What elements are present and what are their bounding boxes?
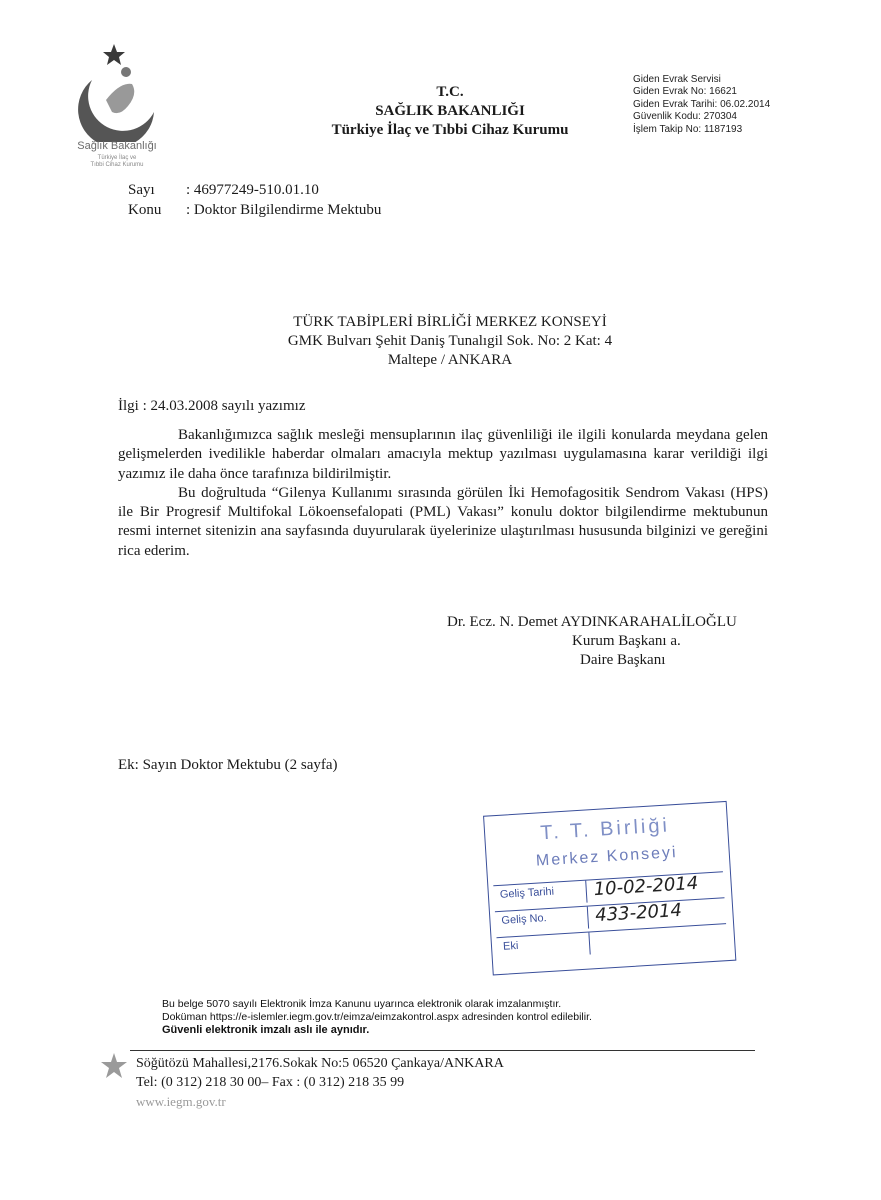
signature-block	[447, 613, 737, 670]
header-agency: Türkiye İlaç ve Tıbbi Cihaz Kurumu	[331, 122, 569, 138]
logo-sub-line2: Tıbbi Cihaz Kurumu	[90, 162, 144, 168]
header-ministry: SAĞLIK BAKANLIĞI	[375, 103, 525, 119]
stamp-divider	[587, 907, 589, 929]
evrak-line: Giden Evrak Servisi	[633, 74, 721, 85]
footer-address: Söğütözü Mahallesi,2176.Sokak No:5 06520 Çankaya/ANKARA	[136, 1056, 504, 1071]
footer-phone: Tel: (0 312) 218 30 00– Fax : (0 312) 218 35 99	[136, 1075, 405, 1090]
crescent-star-icon	[62, 42, 172, 142]
stamp-org-line: T. T. Birliği	[539, 814, 671, 845]
esign-line: Güvenli elektronik imzalı aslı ile aynıdır.	[162, 1024, 370, 1036]
reference-line: İlgi : 24.03.2008 sayılı yazımız	[118, 398, 306, 414]
sayi-value: : 46977249-510.01.10	[186, 182, 319, 198]
esign-line: Bu belge 5070 sayılı Elektronik İmza Kanunu uyarınca elektronik olarak imzalanmıştır.	[162, 998, 562, 1010]
attachment-line: Ek: Sayın Doktor Mektubu (2 sayfa)	[118, 757, 338, 773]
signatory-title: Daire Başkanı	[580, 652, 666, 668]
signatory-name: Dr. Ecz. N. Demet AYDINKARAHALİLOĞLU	[447, 614, 737, 630]
body-paragraph: Bakanlığımızca sağlık mesleği mensuplarının ilaç güvenliliği ile ilgili konularda meydana gelen gelişmelerden ivedilikle haberdar olmaları amacıyla mektup yazılması uygulamasına karar verildiği ilgi yazımız ile daha önce tarafınıza bildirilmiştir.	[118, 427, 768, 482]
stamp-row-value: 10-02-2014	[593, 872, 699, 901]
stamp-row-label: Geliş No.	[501, 912, 548, 927]
recipient-line: Maltepe / ANKARA	[387, 352, 513, 368]
stamp-row-label: Eki	[502, 939, 519, 953]
stamp-row-value: 433-2014	[594, 899, 683, 927]
recipient-line: GMK Bulvarı Şehit Daniş Tunalıgil Sok. No: 2 Kat: 4	[287, 333, 613, 349]
konu-row	[128, 200, 381, 220]
body-paragraph: Bu doğrultuda “Gilenya Kullanımı sırasında görülen İki Hemofagositik Sendrom Vakası (HPS) ile Bir Progresif Multifokal Lökoensefalopati (PML) Vakası” konulu doktor bilgilendirme mektubunun resmi internet sitenizin ana sayfasında duyurularak üyelerinize ulaştırılması hususunda bilginizi ve gereğini rica ederim.	[118, 484, 768, 559]
recipient-line: TÜRK TABİPLERİ BİRLİĞİ MERKEZ KONSEYİ	[293, 314, 607, 330]
evrak-line: Giden Evrak No: 16621	[633, 86, 737, 98]
sayi-label: Sayı	[128, 182, 155, 198]
logo-sub-line1: Türkiye İlaç ve	[97, 155, 137, 161]
signatory-title: Kurum Başkanı a.	[572, 633, 681, 649]
header-tc: T.C.	[436, 84, 464, 100]
reference-block	[128, 180, 381, 220]
recipient-address	[240, 313, 660, 370]
stamp-org-line: Merkez Konseyi	[535, 843, 679, 870]
stamp-divider	[585, 881, 587, 903]
evrak-line: Giden Evrak Tarihi: 06.02.2014	[633, 98, 771, 110]
footer-website: www.iegm.gov.tr	[136, 1094, 226, 1109]
letter-body	[118, 426, 768, 561]
outgoing-document-info	[633, 74, 770, 136]
stamp-row-label: Geliş Tarihi	[499, 885, 555, 901]
footer-divider	[130, 1050, 755, 1051]
konu-label: Konu	[128, 202, 162, 218]
konu-value: : Doktor Bilgilendirme Mektubu	[186, 202, 382, 218]
footer-contact	[136, 1054, 504, 1111]
letter-header	[300, 83, 600, 140]
evrak-line: İşlem Takip No: 1187193	[633, 123, 743, 135]
e-signature-note	[162, 998, 592, 1037]
sayi-row	[128, 180, 381, 200]
logo-caption: Sağlık Bakanlığı	[77, 140, 157, 152]
esign-line: Doküman https://e-islemler.iegm.gov.tr/eimza/eimzakontrol.aspx adresinden kontrol edilebilir.	[162, 1011, 592, 1023]
evrak-line: Güvenlik Kodu: 270304	[633, 111, 737, 123]
stamp-divider	[588, 933, 590, 955]
logo-subcaption	[62, 155, 172, 169]
footer-star-icon	[100, 1052, 128, 1080]
received-stamp	[483, 801, 743, 986]
